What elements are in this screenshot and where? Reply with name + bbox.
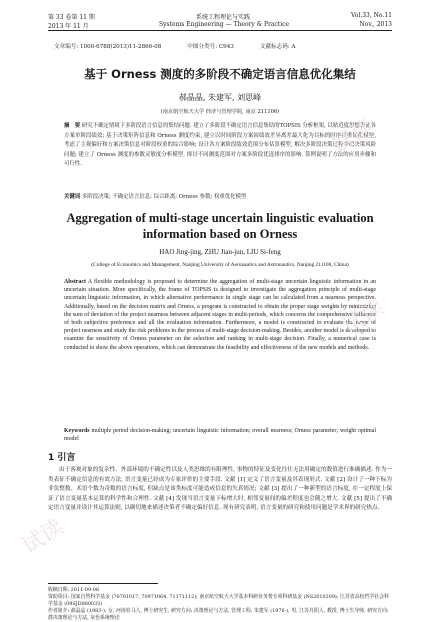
header-volume-cn: 第 33 卷第 11 期 bbox=[48, 14, 95, 21]
footnote-received: 收稿日期: 2011-09-08 bbox=[48, 587, 99, 593]
abstract-cn bbox=[64, 122, 376, 170]
watermark: 试读 bbox=[337, 294, 389, 340]
paper-title-en bbox=[48, 210, 392, 242]
footnote-rule bbox=[48, 583, 158, 584]
abstract-cn-text: 研究不确定情境下多阶段语言信息的集结问题. 建立了多阶段不确定语言信息集结的TOPSIS 分析框架, 以贴近度思想表征各方案单阶段绩效; 基于决策矩阵信息和 Orness 测度约束, 建立以时间阶段方案间绩效差异离差最大化为目标的时序权重优化模型, 考虑了主观偏好和方案决策信息对阶段权重的综合影响; 设计各方案阶段绩效范围分布估算模型, 解决多阶段决策过程中的决策风险问题; 建立了 Orness 测度的参数灵敏度分析模型, 探讨不同测度范围对方案多阶段优选排序的影响. 算例说明了方法的应用步骤和可行性. bbox=[64, 123, 376, 168]
footnote-author: 作者简介: 郝晶晶 (1983-), 女, 河南驻马人, 博士研究生, 研究方向: 决策理论与方法, 管理工程; 朱建军 (1976-), 男, 江苏丹阳人, 教授, 博士生导师, 研究方向: 群决策理论与方法, 灰色系统理论 bbox=[48, 608, 389, 621]
header-date-en: Nov., 2013 bbox=[359, 21, 392, 28]
header-journal-en: Systems Engineering — Theory & Practice bbox=[159, 21, 290, 28]
authors-cn: 郝晶晶, 朱建军, 刘思峰 bbox=[178, 93, 262, 102]
watermark: 试读 bbox=[17, 514, 69, 560]
title-en-line-1: Aggregation of multi-stage uncertain linguistic evaluation bbox=[66, 211, 374, 225]
keywords-cn-text: 多阶段决策; 不确定语言信息; 综合距离; Orness 参数; 权重优化模型 bbox=[81, 194, 247, 200]
title-en-line-2: information based on Orness bbox=[142, 227, 298, 241]
header-journal-cn: 系统工程理论与实践 bbox=[195, 14, 250, 21]
abstract-cn-label: 摘 要 bbox=[64, 123, 81, 129]
abstract-en-text: A flexible methodology is proposed to determine the aggregation of multi-stage uncertain linguistic information in an uncertain situation. More specifically, the frame of TOPSIS is designed to investigate the aggregation principle of multi-stage uncertain linguistic information, in which alternative performance in single stage can be calculated from a nearness perspective. Additionally, based on the decision matrix and Orness, a program is constructed to obtain the proper stage weights by minimizing the sum of deviation of the project nearness between adjacent stages in multi-periods, which concerns the comprehensive influence of both subjective preference and all the evaluation information. Furthermore, a model is constructed to evaluate the range of project nearness and study the risk problems in the process of multi-stage decision-making. Besides, another model is developed to examine the sensitivity of Orness parameter on the selection and ranking in multi-stage decision. Finally, a numerical case is conducted to show the above operations, which can demonstrate the feasibility and effectiveness of the new models and methods. bbox=[64, 279, 376, 351]
abstract-en-label: Abstract bbox=[64, 279, 86, 285]
introduction-paragraph: 由于客观对象的复杂性、外部环境的不确定性以及人类思维的有限理性, 事物的特征及变化往往无法用确定的数值进行准确描述. 作为一类表征不确定信息的有效方法, 语言变量已经成为专家评价的主要手段. 文献 [1] 定义了语言变量及其表现形式. 文献 [2] 设计了一种下标为非负整数、术语个数为奇数的语言标度, 但缺点是该类标度可能造成信息的失真情况; 文献 [3] 提出了一种新型的语言标度, 在一定程度上保证了语言变量基本运算的科学性和合理性. 文献 [4] 发现当语言变量下标增大时, 相邻变量间的偏差程度也会随之增大. 文献 [5] 提出了不确定语言变量并设计其运算法则, 以确切地来描述决策者不确定偏好信息. 现有研究表明, 语言变量的研究和使用问题是学术界的研究热点. bbox=[48, 467, 392, 512]
header-volume-en: Vol.33, No.11 bbox=[351, 12, 392, 19]
keywords-en-text: multiple period decision-making; uncertain linguistic information; overall nearness; Orness parameter; weight optimal model bbox=[64, 428, 376, 443]
paper-title-cn: 基于 Orness 测度的多阶段不确定语言信息优化集结 bbox=[84, 67, 356, 81]
keywords-cn-label: 关键词 bbox=[64, 194, 81, 200]
authors-en: HAO Jing-jing, ZHU Jian-jun, LIU Si-feng bbox=[159, 248, 281, 256]
article-number: 文章编号: 1000-6788(2013)11-2866-08 bbox=[54, 44, 162, 50]
document-code: 文献标志码: A bbox=[259, 44, 296, 50]
running-header-line-2 bbox=[48, 21, 392, 30]
article-meta bbox=[54, 42, 386, 50]
keywords-en-label: Keywords bbox=[64, 428, 90, 434]
keywords-en bbox=[64, 427, 376, 443]
watermark: 试读 bbox=[327, 114, 379, 160]
header-rule bbox=[48, 30, 392, 31]
section-heading bbox=[48, 450, 75, 463]
section-number: 1 bbox=[48, 453, 55, 463]
keywords-cn bbox=[64, 192, 376, 200]
affiliation-cn: (南京航空航天大学 经济与管理学院, 南京 211106) bbox=[160, 109, 280, 115]
section-title: 引言 bbox=[57, 453, 76, 463]
clc-number: 中图分类号: C943 bbox=[187, 44, 234, 50]
affiliation-en: (College of Economics and Management, Nanjing University of Aeronautics and Astronautics, Nanjing 211106, China) bbox=[91, 262, 349, 268]
header-date-cn: 2013 年 11 月 bbox=[48, 23, 89, 30]
footnote-fund: 资助项目: 国家自然科学基金 (70701017, 70971064, 71171112); 南京航空航天大学基本科研业务费专项科研基金 (NS2010209); 江苏省高校哲学社会科学基金 (09SJD880033) bbox=[48, 594, 389, 607]
running-header-line-1 bbox=[48, 12, 392, 21]
abstract-en bbox=[64, 278, 376, 352]
